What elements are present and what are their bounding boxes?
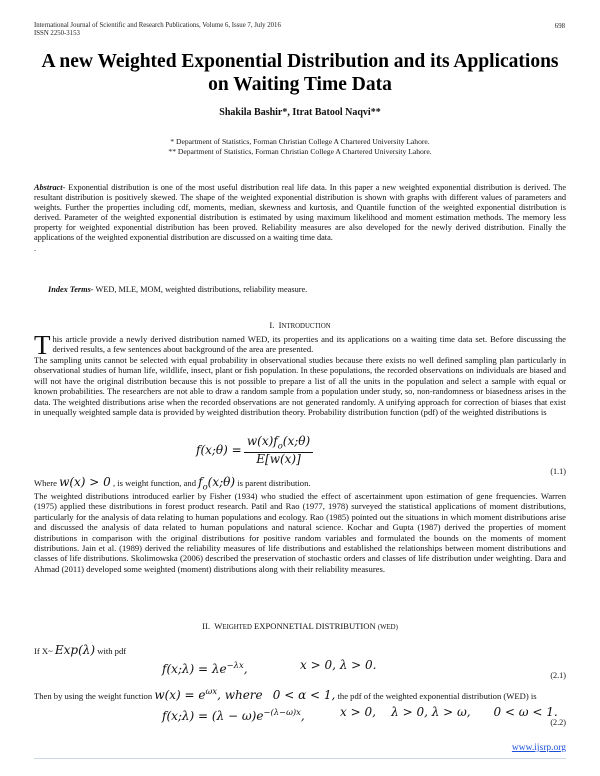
equation-1-1-label: (1.1) [550,467,566,476]
index-terms [48,285,568,295]
index-terms-text: - WED, MLE, MOM, weighted distributions, reliability measure. [90,285,308,294]
footer-divider [34,758,566,759]
intro-paragraph-3: The weighted distributions introduced earlier by Fisher (1934) who studied the effect of ascertainment upon estimation of gene frequencies. Warren (1975) applied these distributions in forest product research. Patil and Rao (1977, 1978) surveyed the statistical applications of moment distributions, particularly for the analysis of data relating to human populations and ecology. Rao (1985) pointed out the situations in which moment distributions arise and discussed the analysis of data related to human populations and natural science. Kochar and Gupta (1987) derived the properties of moment distributions in comparison with the original distributions for positive random variables and formulated the bounds on the moments of moment distributions. Jain et al. (1989) derived the reliability measures of life distributions and established the relationships between moment distributions and classes of life distributions. Skolimowska (2006) described the preservation of stochastic orders and classes of life distribution under weighting. Dara and Ahmad (2011) developed some weighted (moment) distributions along with their reliability measures. [34,491,566,574]
section-heading-wed: II. WEIGHTED EXPONNETIAL DISTRIBUTION (WED) [202,621,398,631]
abstract [34,183,566,254]
abstract-label: Abstract- [34,183,66,192]
paper-title: A new Weighted Exponential Distribution and its Applications on Waiting Time Data [41,51,559,95]
equation-1-1: f(x;θ) = $\frac{w(x)f_o(x;\theta)}{E[w(x)]}$ [196,436,313,464]
equation-2-1: f(x;λ) = $\lambda e^{-\lambda x}$, [162,660,248,676]
author-list: Shakila Bashir*, Itrat Batool Naqvi** [219,107,381,118]
equation-2-2: f(x;λ) = $(\lambda - \omega)e^{-(\lambda-\omega)x}$, [162,707,305,723]
intro-paragraph-2: The sampling units cannot be selected with equal probability in observational studies because there exists no well defined sampling plan particularly in observational studies of human life, wildlife, insect, plant or fish population. In these populations, the recorded observations on individuals are biased and will not have the original distribution because this is not possible to prepare a list of all the units in the population and select a sample with equal or known probabilities. The researchers are not able to draw a random sample from a population under study, so, non-randomness or biasedness arises in the data. The weighted distributions arise when the recorded observations are not generated randomly. A unifying approach for correction of biases that exist in unequally weighted sample data is provided by weighted distribution theory. Probability distribution function (pdf) of the weighted distributions is [34,355,566,418]
weight-function-line: Then by using the weight function $w(x) = e^{\omega x}$, where 0 < α < 1, the pdf of the weighted exponential distribution (WED) is [34,686,537,702]
abstract-trailing: . [34,243,37,253]
issn: ISSN 2250-3153 [34,30,80,38]
affiliation-2: ** Department of Statistics, Forman Christian College A Chartered University Lahore. [168,146,432,156]
index-terms-label: Index Terms [48,285,91,294]
drop-cap: T [34,330,51,360]
equation-2-1-label: (2.1) [550,671,566,680]
equation-2-1-condition: x > 0, λ > 0. [300,658,377,672]
affiliations [30,137,570,156]
equation-2-2-label: (2.2) [550,718,566,727]
abstract-text: Exponential distribution is one of the most useful distribution real life data. In this paper a new weighted exponential distribution is derived. The resultant distribution is positively skewed. The shape of the weighted exponential distribution is shown with graphs with different values of parameters and weights. Further the properties including cdf, moments, median, skewness and kurtosis, and Quantile function of the weighted exponential distribution is derived. Parameter of the weighted exponential distribution is estimated by using maximum likelihood and moment estimation methods. The memory less property for weighted exponential distribution has been proved. Reliability measures are also developed for the newly derived distribution. Finally the applications of the weighted exponential distribution are discussed on a waiting time data. [34,183,567,243]
journal-url-link[interactable]: www.ijsrp.org [511,743,566,753]
page-number: 698 [554,23,565,30]
where-line: Where w(x) > 0 , is weight function, and $f_o(x;\theta)$ is parent distribution. [34,475,311,492]
section-heading-introduction: I. INTRODUCTION [269,320,331,330]
affiliation-1: * Department of Statistics, Forman Christian College A Chartered University Lahore. [170,137,430,146]
equation-2-2-condition: x > 0, λ > 0, λ > ω, 0 < ω < 1. [340,705,558,719]
section2-intro-line: If X~ Exp(λ) with pdf [34,643,127,657]
intro-paragraph-1: This article provide a newly derived distribution named WED, its properties and its applications on a waiting time data set. Before discussing the derived results, a few sentences about background of the area are presented. [34,330,566,360]
running-header [34,22,281,38]
journal-name: International Journal of Scientific and Research Publications, Volume 6, Issue 7, July 2016 [34,22,281,29]
